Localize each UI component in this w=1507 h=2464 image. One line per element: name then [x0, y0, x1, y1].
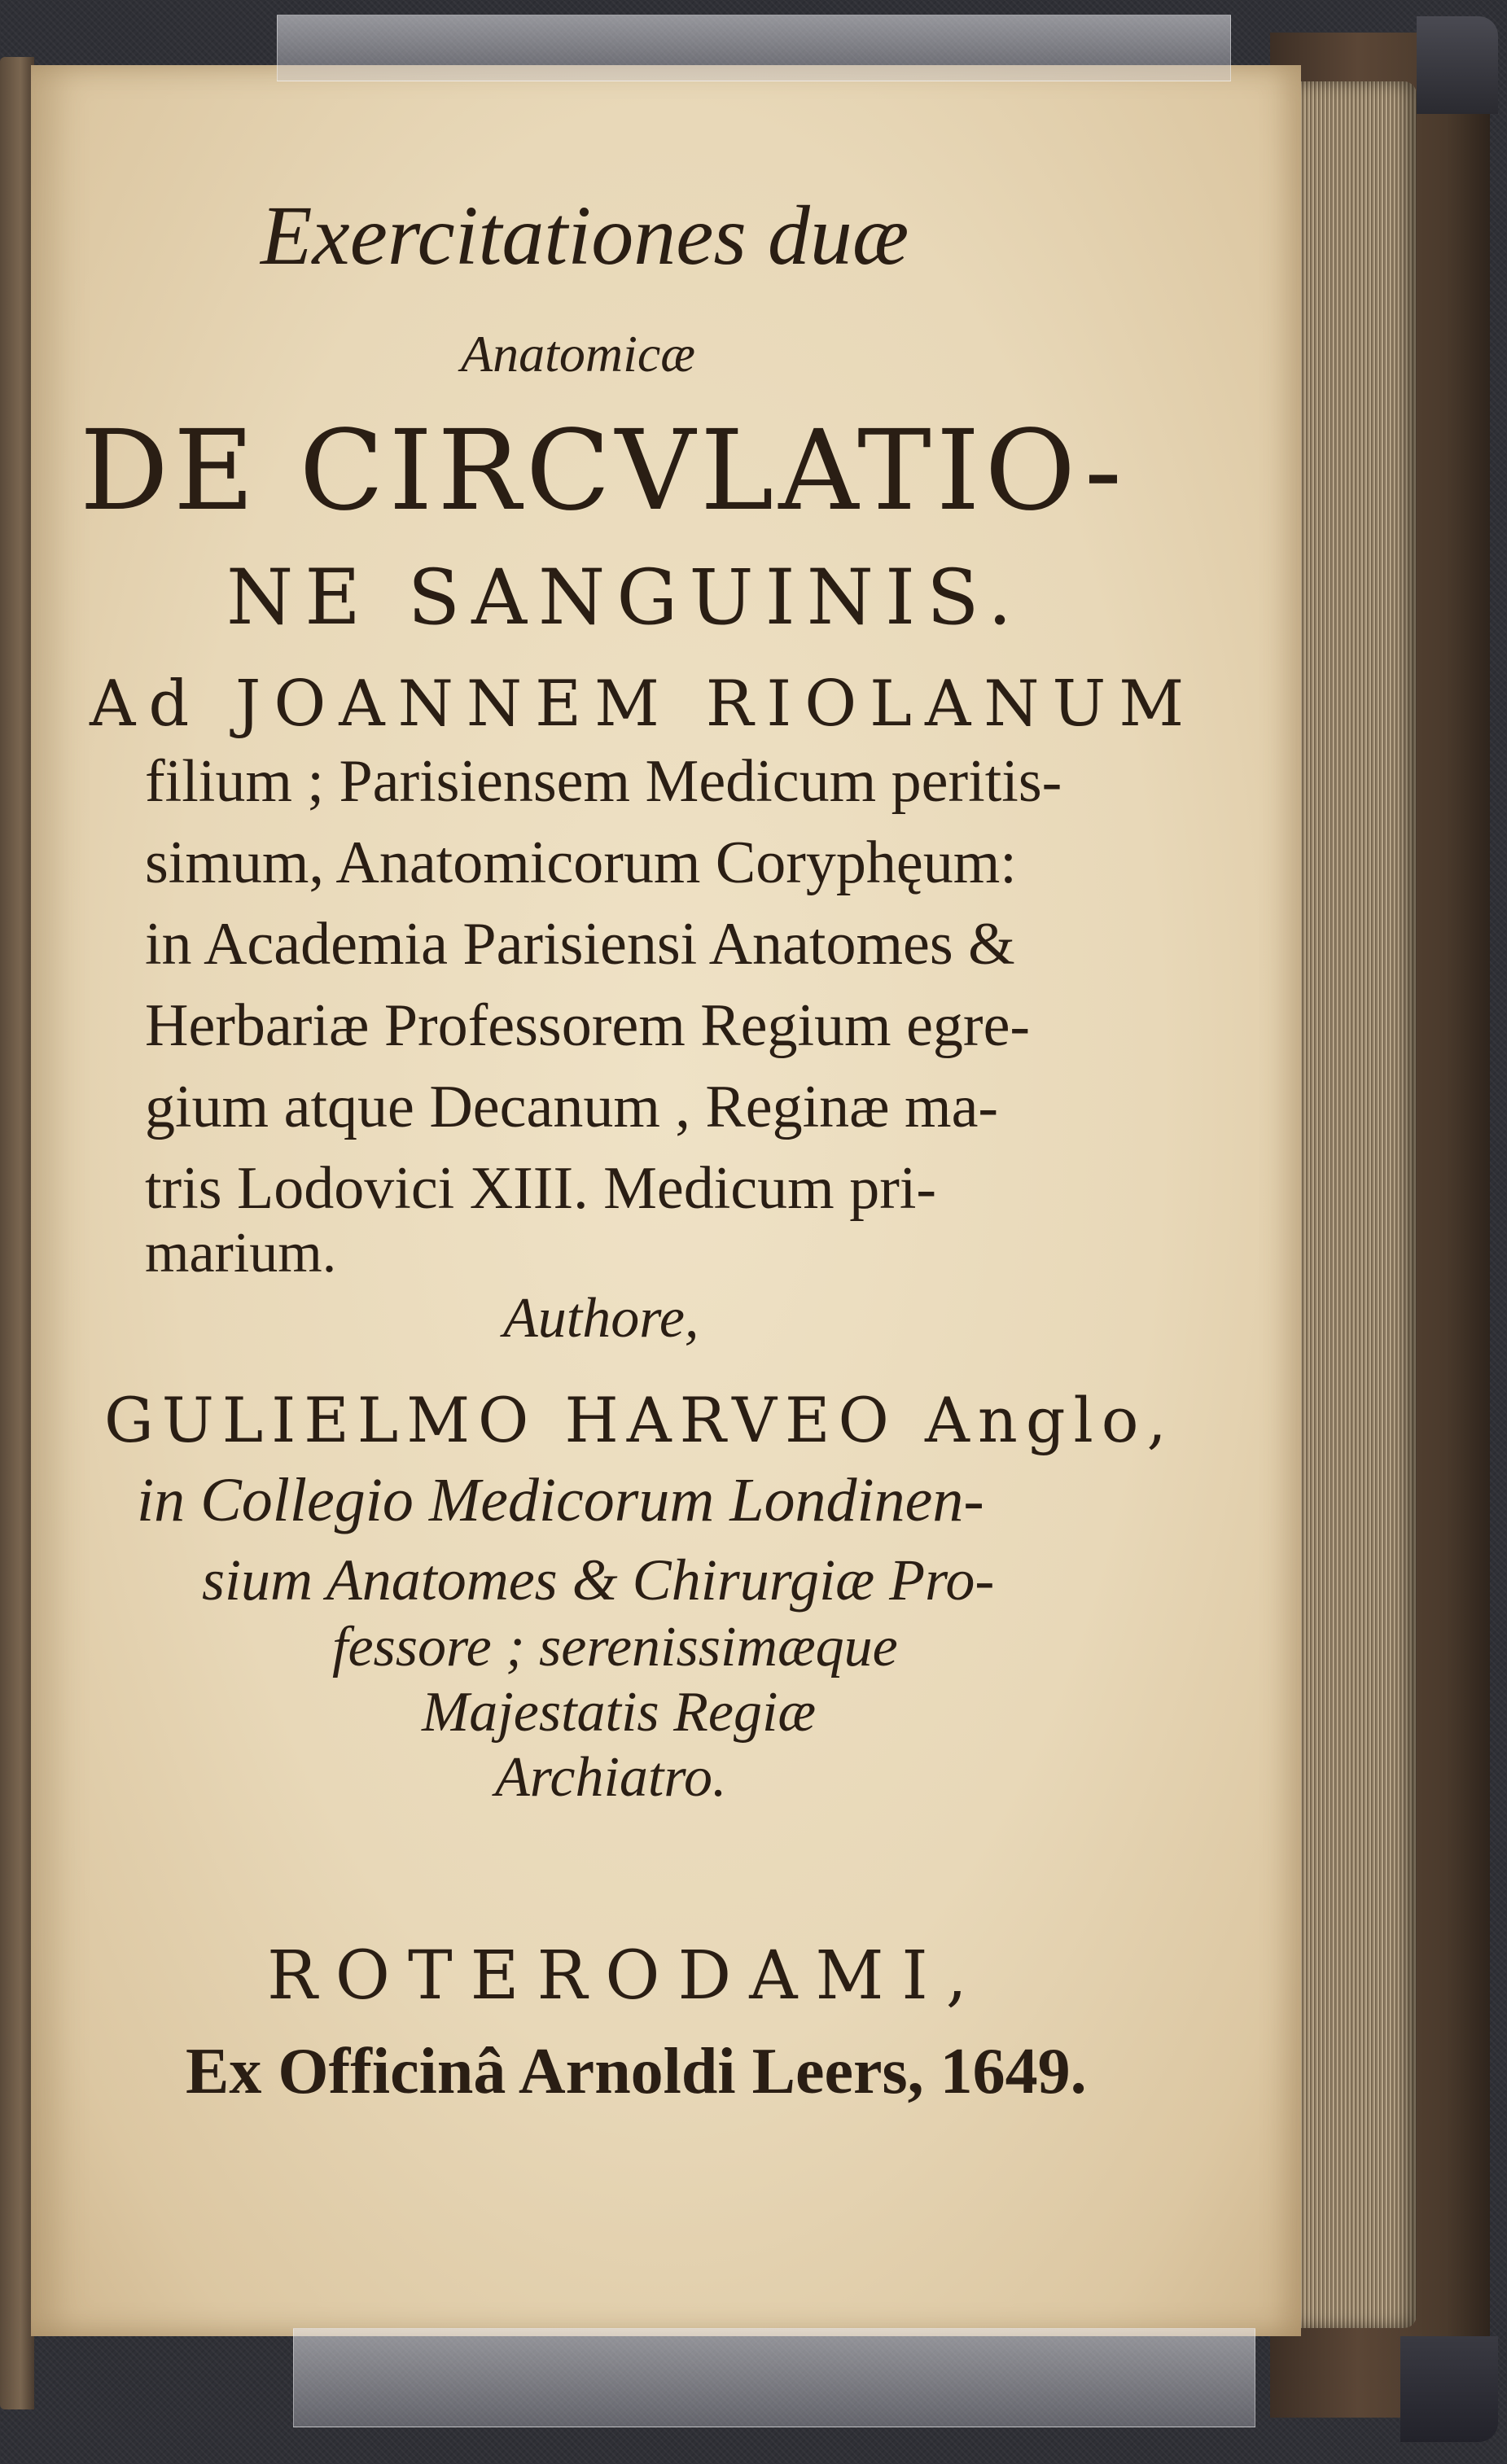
author-affiliation-2: sium Anatomes & Chirurgiæ Pro-: [202, 1547, 995, 1613]
author-affiliation-3: fessore ; serenissimæque: [332, 1616, 898, 1678]
title-line-exercitationes: Exercitationes duæ: [261, 189, 909, 282]
dedication-line-6: gium atque Decanum , Reginæ ma-: [145, 1074, 999, 1140]
imprint-place: ROTERODAMI,: [267, 1937, 985, 2015]
title-line-anatomicae: Anatomicæ: [461, 325, 695, 383]
binding-edge: [0, 57, 34, 2409]
dedication-line-4: in Academia Parisiensi Anatomes &: [145, 911, 1015, 978]
title-line-sanguinis: NE SANGUINIS.: [226, 554, 1024, 642]
dedication-line-3: simum, Anatomicorum Coryphęum:: [145, 829, 1017, 896]
tape-strip-bottom: [293, 2328, 1255, 2427]
tape-strip-top: [277, 15, 1231, 81]
title-page: [31, 65, 1301, 2336]
dedication-line-1: Ad JOANNEM RIOLANUM: [90, 667, 1198, 741]
author-affiliation-4: Majestatis Regiæ: [422, 1681, 817, 1744]
dedication-line-2: filium ; Parisiensem Medicum peritis-: [145, 748, 1062, 815]
author-affiliation-1: in Collegio Medicorum Londinen-: [137, 1466, 984, 1534]
dedication-line-7: tris Lodovici XIII. Medicum pri-: [145, 1155, 937, 1222]
dedication-line-8: marium.: [145, 1222, 337, 1285]
author-name: GULIELMO HARVEO Anglo,: [104, 1384, 1175, 1456]
imprint-publisher: Ex Officinâ Arnoldi Leers, 1649.: [186, 2036, 1087, 2107]
clip-top: [1417, 16, 1498, 114]
author-label: Authore,: [503, 1287, 699, 1350]
author-affiliation-5: Archiatro.: [495, 1746, 727, 1809]
clip-bottom: [1400, 2336, 1498, 2442]
dedication-line-5: Herbariæ Professorem Regium egre-: [145, 992, 1031, 1059]
title-line-de-circvlatio: DE CIRCVLATIO-: [80, 407, 1127, 536]
